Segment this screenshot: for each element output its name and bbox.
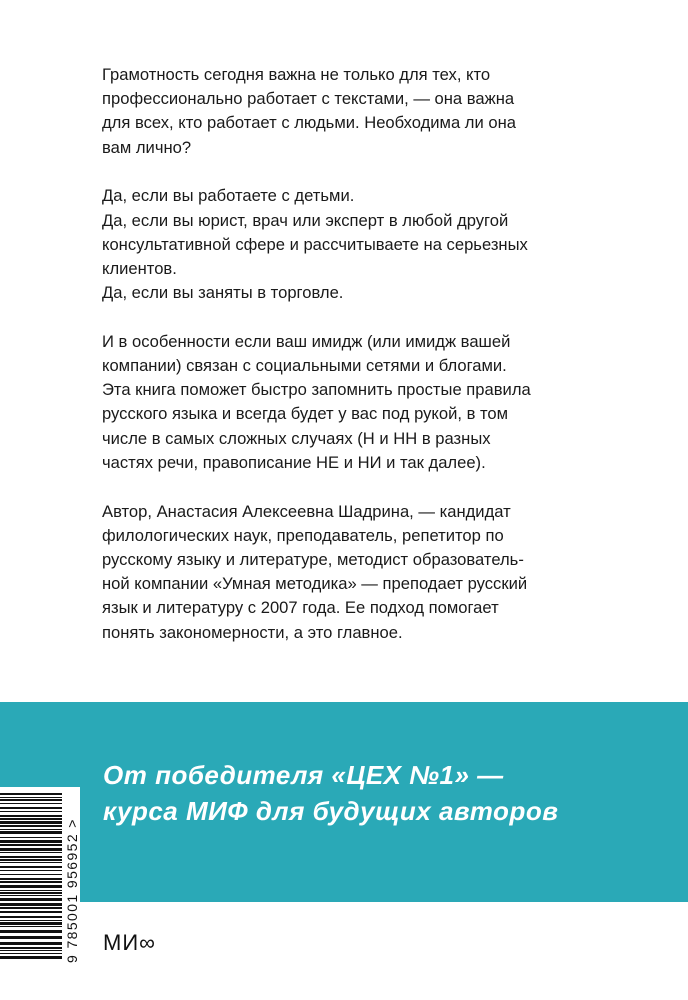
barcode	[0, 787, 80, 967]
barcode-bar	[0, 799, 62, 801]
barcode-bar	[0, 903, 62, 906]
barcode-bar	[0, 916, 62, 918]
barcode-bar	[0, 811, 62, 812]
barcode-bar	[0, 895, 62, 896]
line: числе в самых сложных случаях (Н и НН в разных	[102, 428, 491, 448]
line: русского языка и всегда будет у вас под рукой, в том	[102, 404, 509, 424]
barcode-bar	[0, 848, 62, 851]
slogan-line: курса МИФ для будущих авторов	[103, 796, 559, 826]
barcode-bar	[0, 803, 62, 804]
line: для всех, кто работает с людьми. Необходима ли она	[102, 113, 516, 133]
barcode-bar	[0, 920, 62, 921]
isbn-number: 9 785001 956952 >	[64, 818, 80, 963]
line: И в особенности если ваш имидж (или имидж вашей	[102, 331, 511, 351]
barcode-bar	[0, 856, 62, 858]
barcode-bar	[0, 862, 62, 863]
barcode-bar	[0, 907, 62, 909]
line: понять закономерности, а это главное.	[102, 622, 403, 642]
barcode-bar	[0, 911, 62, 913]
line: частях речи, правописание НЕ и НИ и так далее).	[102, 452, 486, 472]
barcode-bar	[0, 898, 62, 901]
barcode-bar	[0, 874, 62, 875]
line: профессионально работает с текстами, — она важна	[102, 89, 515, 109]
barcode-bar	[0, 878, 62, 880]
paragraph-4	[102, 500, 582, 645]
line: клиентов.	[102, 258, 177, 278]
line: Да, если вы юрист, врач или эксперт в любой другой	[102, 210, 509, 230]
barcode-bar	[0, 922, 62, 925]
barcode-bar	[0, 881, 62, 883]
barcode-bar	[0, 831, 62, 834]
barcode-bar	[0, 793, 62, 795]
barcode-bar	[0, 942, 62, 945]
barcode-bar	[0, 890, 62, 891]
barcode-bar	[0, 844, 62, 846]
line: русскому языку и литературе, методист образователь-	[102, 549, 524, 569]
barcode-bar	[0, 807, 62, 809]
barcode-bar	[0, 885, 62, 888]
barcode-bar	[0, 956, 62, 959]
barcode-bars	[0, 791, 62, 963]
line: филологических наук, преподаватель, репетитор по	[102, 525, 504, 545]
line: Грамотность сегодня важна не только для тех, кто	[102, 65, 491, 84]
paragraph-3	[102, 330, 582, 475]
barcode-bar	[0, 947, 62, 949]
barcode-bar	[0, 892, 62, 894]
paragraph-2	[102, 184, 582, 305]
barcode-bar	[0, 818, 62, 820]
barcode-bar	[0, 852, 62, 853]
barcode-bar	[0, 926, 62, 927]
barcode-bar	[0, 797, 62, 798]
barcode-bar	[0, 825, 62, 827]
barcode-bar	[0, 815, 62, 817]
barcode-bar	[0, 950, 62, 951]
slogan	[103, 757, 558, 829]
line: компании) связан с социальными сетями и блогами.	[102, 356, 507, 376]
line: Да, если вы работаете с детьми.	[102, 186, 355, 206]
description-text	[102, 63, 582, 669]
barcode-bar	[0, 870, 62, 871]
barcode-bar	[0, 936, 62, 939]
barcode-bar	[0, 840, 62, 843]
line: вам лично?	[102, 137, 192, 157]
barcode-bar	[0, 930, 62, 933]
paragraph-1	[102, 63, 582, 160]
line: Автор, Анастасия Алексеевна Шадрина, — кандидат	[102, 501, 511, 521]
line: Эта книга поможет быстро запомнить простые правила	[102, 380, 531, 400]
barcode-bar	[0, 837, 62, 838]
line: язык и литературу с 2007 года. Ее подход помогает	[102, 598, 499, 618]
barcode-bar	[0, 821, 62, 824]
barcode-bar	[0, 866, 62, 868]
barcode-bar	[0, 953, 62, 954]
slogan-line: От победителя «ЦЕХ №1» —	[103, 760, 504, 790]
barcode-bar	[0, 859, 62, 861]
line: ной компании «Умная методика» — преподает русский	[102, 574, 528, 594]
line: Да, если вы заняты в торговле.	[102, 283, 344, 303]
publisher-logo: МИ∞	[103, 930, 156, 955]
barcode-bar	[0, 829, 62, 830]
line: консультативной сфере и рассчитываете на серьезных	[102, 234, 528, 254]
